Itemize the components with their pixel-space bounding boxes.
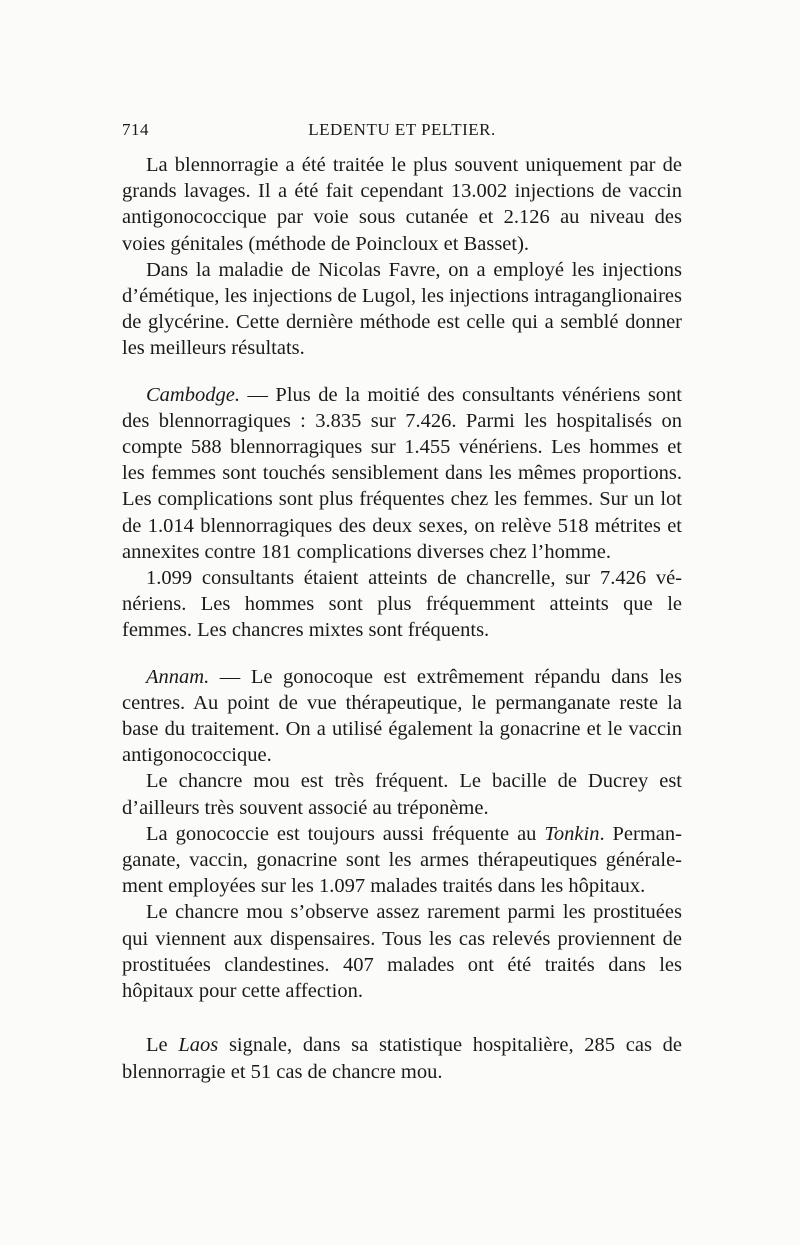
- page-body: [122, 152, 682, 1085]
- paragraph-laos: Le Laos signale, dans sa statistique hospitalière, 285 cas de blennorragie et 51 cas de chancre mou.: [122, 1034, 682, 1083]
- paragraph-chancre-mou: Le chancre mou est très fréquent. Le bacille de Ducrey est d’ailleurs très souvent associé au tréponème.: [122, 770, 682, 819]
- paragraph-nicolas-favre: Dans la maladie de Nicolas Favre, on a employé les injections d’émétique, les injections de Lugol, les injections intraganglionaires de glycérine. Cette dernière méthode est celle qui a semblé donner les meilleurs résultats.: [122, 258, 682, 360]
- place-laos: Laos: [178, 1034, 219, 1057]
- paragraph-chancrelle: 1.099 consultants étaient atteints de chancrelle, sur 7.426 vénériens. Les hommes sont plus fréquemment atteints que le femmes. Les chancres mixtes sont fréquents.: [122, 567, 682, 642]
- section-lead-annam: Annam.: [146, 665, 210, 688]
- paragraph-prostituees: Le chancre mou s’observe assez rarement parmi les prostituées qui viennent aux dispensaires. Tous les cas relevés proviennent de prostituées clandestines. 407 malades ont été traités dans les hôpitaux pour cette affection.: [122, 901, 682, 1003]
- page-header: [122, 120, 682, 144]
- page-number: 714: [122, 120, 149, 139]
- paragraph-tonkin: La gonococcie est toujours aussi fréquente au Tonkin. Permanganate, vaccin, gonacrine sont les armes thérapeutiques généralement employées sur les 1.097 malades traités dans les hôpitaux.: [122, 822, 682, 898]
- paragraph-annam: Annam. — Le gonocoque est extrêmement répandu dans les centres. Au point de vue thérapeutique, le permanganate reste la base du traitement. On a utilisé également la gonacrine et le vaccin antigonococcique.: [122, 665, 682, 767]
- section-lead-cambodge: Cambodge.: [146, 383, 240, 406]
- paragraph-treatment-blennorragie: La blennorragie a été traitée le plus souvent uniquement par de grands lavages. Il a été fait cependant 13.002 injections de vaccin antigonococcique par voie sous cutanée et 2.126 au niveau des voies génitales (méthode de Poincloux et Basset).: [122, 154, 682, 255]
- paragraph-cambodge: Cambodge. — Plus de la moitié des consultants vénériens sont des blennorragiques : 3.835 sur 7.426. Parmi les hospitalisés on compte 588 blennorragiques sur 1.455 vénériens. Les hommes et les femmes sont touchés sensiblement dans les mêmes proportions. Les complications sont plus fréquentes chez les femmes. Sur un lot de 1.014 blennorragiques des deux sexes, on relève 518 métrites et annexites contre 181 complications diverses chez l’homme.: [122, 383, 682, 563]
- running-title: LEDENTU ET PELTIER.: [308, 120, 496, 139]
- place-tonkin: Tonkin: [544, 822, 600, 845]
